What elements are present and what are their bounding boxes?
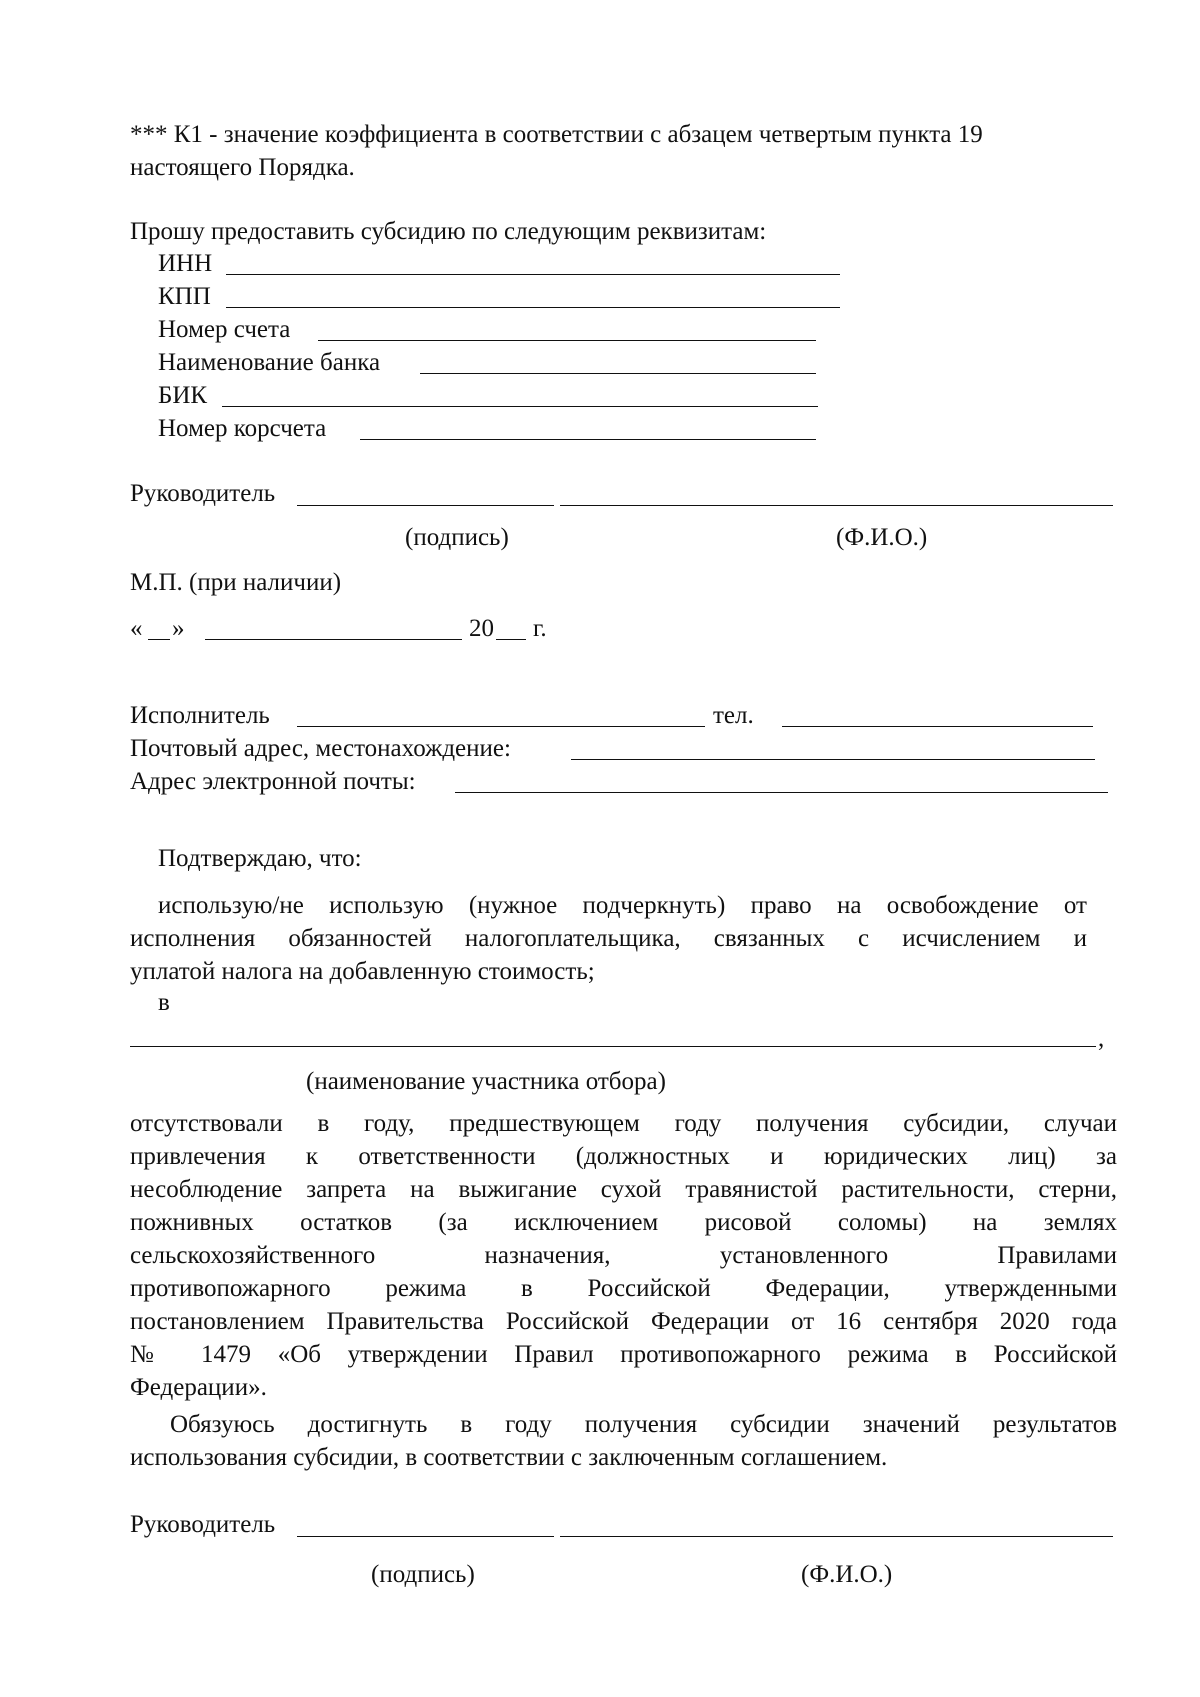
bank-name-field-line [420, 373, 816, 374]
kpp-field-line [226, 307, 840, 308]
head-name-line [560, 505, 1113, 506]
date-year-prefix: 20 [469, 615, 494, 642]
confirm-para3-line-2: использования субсидии, в соответствии с заключенным соглашением. [130, 1444, 888, 1471]
date-year-suffix: г. [533, 615, 547, 642]
head-label-2: Руководитель [130, 1511, 276, 1538]
bik-label: БИК [158, 382, 208, 409]
name-caption-2: (Ф.И.О.) [801, 1561, 893, 1588]
confirm-para2-line-8: № 1479 «Об утверждении Правил противопожарного режима в Российской [130, 1341, 1117, 1368]
date-quote-close: » [172, 615, 185, 642]
confirm-para3-line-1: Обязуюсь достигнуть в году получения субсидии значений результатов [170, 1411, 1117, 1438]
date-quote-open: « [130, 615, 143, 642]
inn-label: ИНН [158, 250, 213, 277]
confirm-para1-line-2: исполнения обязанностей налогоплательщика, связанных с исчислением и [130, 925, 1087, 952]
confirm-para2-line-1: отсутствовали в году, предшествующем году получения субсидии, случаи [130, 1110, 1117, 1137]
bik-field-line [222, 406, 818, 407]
executor-line [297, 726, 705, 727]
date-day-line [148, 639, 170, 640]
confirm-para1-line-1: использую/не использую (нужное подчеркнуть) право на освобождение от [158, 892, 1087, 919]
postal-address-label: Почтовый адрес, местонахождение: [130, 735, 511, 762]
date-year-line [496, 639, 526, 640]
head-signature-line-2 [297, 1536, 554, 1537]
head-name-line-2 [560, 1536, 1113, 1537]
head-label: Руководитель [130, 480, 276, 507]
corr-account-field-line [360, 439, 816, 440]
participant-comma: , [1098, 1025, 1105, 1052]
confirm-para2-line-4: пожнивных остатков (за исключением рисовой соломы) на землях [130, 1209, 1117, 1236]
inn-field-line [226, 274, 840, 275]
participant-name-line [130, 1046, 1096, 1047]
confirm-para2-line-5: сельскохозяйственного назначения, установленного Правилами [130, 1242, 1117, 1269]
confirm-para2-line-2: привлечения к ответственности (должностных и юридических лиц) за [130, 1143, 1117, 1170]
executor-label: Исполнитель [130, 702, 270, 729]
postal-address-line [571, 759, 1095, 760]
confirm-para2-line-9: Федерации». [130, 1374, 267, 1401]
phone-label: тел. [713, 702, 754, 729]
confirm-para2-line-7: постановлением Правительства Российской Федерации от 16 сентября 2020 года [130, 1308, 1117, 1335]
stamp-note: М.П. (при наличии) [130, 569, 342, 596]
email-line [455, 792, 1108, 793]
corr-account-label: Номер корсчета [158, 415, 327, 442]
confirm-heading: Подтверждаю, что: [158, 845, 362, 872]
account-number-label: Номер счета [158, 316, 291, 343]
participant-caption: (наименование участника отбора) [306, 1068, 666, 1095]
name-caption: (Ф.И.О.) [836, 524, 928, 551]
confirm-para2-line-3: несоблюдение запрета на выжигание сухой травянистой растительности, стерни, [130, 1176, 1117, 1203]
date-month-line [205, 639, 462, 640]
footnote-line-2: настоящего Порядка. [130, 154, 355, 181]
footnote-line-1: *** К1 - значение коэффициента в соответствии с абзацем четвертым пункта 19 [130, 121, 983, 148]
signature-caption: (подпись) [405, 524, 509, 551]
kpp-label: КПП [158, 283, 211, 310]
head-signature-line [297, 505, 554, 506]
phone-line [782, 726, 1093, 727]
in-word: в [158, 989, 170, 1016]
bank-name-label: Наименование банка [158, 349, 381, 376]
email-label: Адрес электронной почты: [130, 768, 416, 795]
confirm-para2-line-6: противопожарного режима в Российской Федерации, утвержденными [130, 1275, 1117, 1302]
requisites-intro: Прошу предоставить субсидию по следующим реквизитам: [130, 218, 767, 245]
signature-caption-2: (подпись) [371, 1561, 475, 1588]
account-number-field-line [318, 340, 816, 341]
confirm-para1-line-3: уплатой налога на добавленную стоимость; [130, 958, 595, 985]
